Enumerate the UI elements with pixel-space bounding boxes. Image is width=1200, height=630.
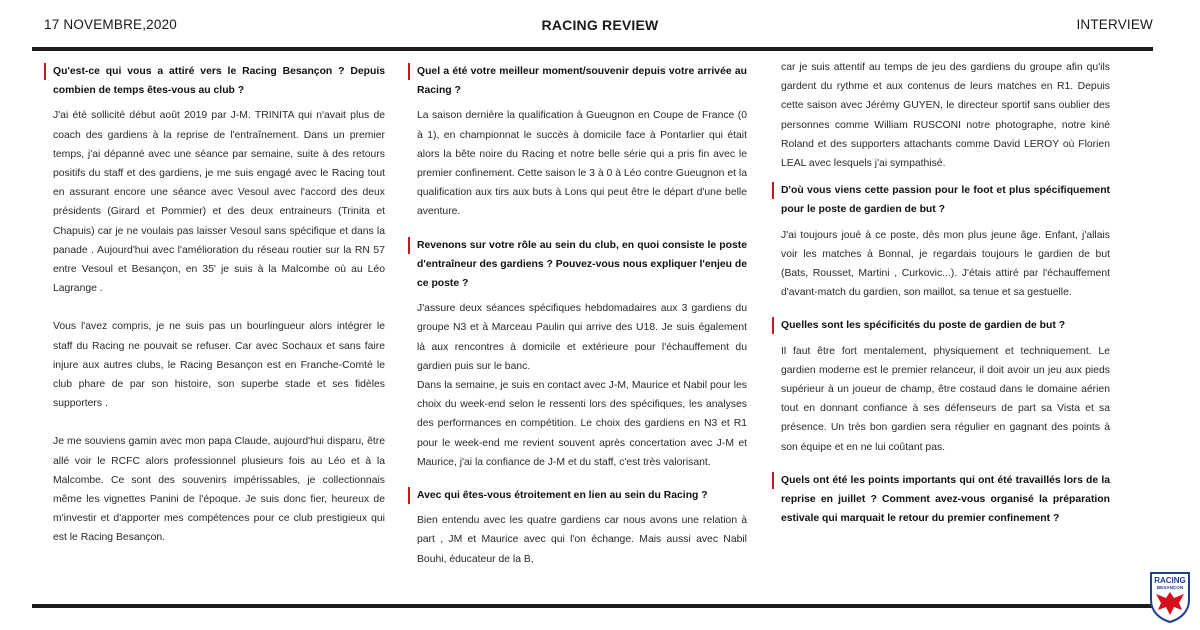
question-heading: Avec qui êtes-vous étroitement en lien au sein du Racing ? (412, 486, 747, 505)
answer-paragraph: Dans la semaine, je suis en contact avec J-M, Maurice et Nabil pour les choix du week-end selon le ressenti lors des spécifiques, les analyses des performances en compétition. Le choix des gardiens en N3 et R1 pour le week-end me revient souvent après concertation avec J-M et Maurice, j'ai la confiance de J-M et du staff, c'est très valorisant. (417, 380, 747, 468)
column-2 (412, 58, 747, 569)
answer-paragraph: Je me souviens gamin avec mon papa Claude, aujourd'hui disparu, être allé voir le RCFC alors professionnel plusieurs fois au Léo et à la Malcombe. Ce sont des souvenirs impérissables, je collectionnais même les vignettes Panini de l'époque. Je suis donc fier, heureux de m'investir et d'apporter mes compétences pour ce club prestigieux qui est le Racing Besançon. (53, 436, 385, 544)
column-1 (48, 58, 385, 548)
logo-line-1: RACING (1154, 576, 1186, 585)
answer-paragraph: car je suis attentif au temps de jeu des gardiens du groupe afin qu'ils gardent du rythme et aux contenus de leurs matches en R1. Depuis cette saison avec Jérémy GUYEN, le directeur sportif sans oublier des personnes comme William RUSCONI notre photographe, notre kiné Roland et des supporters attachants comme David LEROY où Florien LEAL avec lesquels j'ai sympathisé. (781, 62, 1110, 170)
answer-paragraph: Il faut être fort mentalement, physiquement et techniquement. Le gardien moderne est le premier relanceur, il doit avoir un jeu aux pieds supérieur à un joueur de champ, être costaud dans le domaine aérien tout en donnant confiance à ses défenseurs de part sa Vista et sa présence. Un très bon gardien sera régulier en gagnant des points à son équipe et en ne lui coûtant pas. (781, 345, 1110, 453)
answer-paragraph: Vous l'avez compris, je ne suis pas un bourlingueur alors intégrer le staff du Racing ne pouvait se refuser. Car avec Sochaux et sans faire injure aux autres clubs, le Racing Besançon est en Franche-Comté le club phare de par son histoire, son superbe stade et ses fidèles supporters . (53, 321, 385, 410)
section-label: INTERVIEW (1076, 17, 1153, 32)
answer-paragraph: J'ai toujours joué à ce poste, dès mon plus jeune âge. Enfant, j'allais voir les matches à Bonnal, je regardais toujours le gardien de but (Bats, Rousset, Martini , Curkovic...). J'étais attiré par l'échauffement d'avant-match du gardien, son maillot, sa tenue et sa gestuelle. (781, 229, 1110, 299)
header-rule (32, 47, 1153, 51)
question-heading: Revenons sur votre rôle au sein du club, en quoi consiste le poste d'entraîneur des gardiens ? Pouvez-vous nous expliquer l'enjeu de ce poste ? (412, 236, 747, 294)
question-heading: Qu'est-ce qui vous a attiré vers le Racing Besançon ? Depuis combien de temps êtes-vous au club ? (48, 62, 385, 100)
answer-paragraph: J'assure deux séances spécifiques hebdomadaires aux 3 gardiens du groupe N3 et à Marceau Paulin qui arrive des U18. Je suis également là aux rencontres à domicile et extérieure pour l'échauffement du gardien puis sur le banc. (417, 303, 747, 372)
logo-line-2: BESANÇON (1156, 585, 1184, 590)
question-heading: Quelles sont les spécificités du poste de gardien de but ? (776, 316, 1110, 335)
answer-paragraph: J'ai été sollicité début août 2019 par J-M. TRINITA qui n'avait plus de coach des gardiens à la reprise de l'entraînement. Dans un premier temps, j'ai dépanné avec une séance par semaine, suite à des retours positifs du staff et des gardiens, je me suis engagé avec le Racing tout en assurant encore une séance avec Vesoul avec l'accord des deux présidents (Girard et Pommier) et des deux entraineurs (Trinita et Chapuis) car je ne voulais pas laisser Vesoul sans spécifique et dans la panade . Aujourd'hui avec l'amélioration du réseau routier sur la RN 57 entre Vesoul et Besançon, en 35' je suis à la Malcombe où au Léo Lagrange . (53, 110, 385, 295)
question-heading: Quels ont été les points importants qui ont été travaillés lors de la reprise en juillet ? Comment avez-vous organisé la préparation estivale qui marquait le retour du premier confinement ? (776, 471, 1110, 529)
answer-paragraph: Bien entendu avec les quatre gardiens car nous avons une relation à part , JM et Maurice avec qui l'on échange. Mais aussi avec Nabil Bouhi, éducateur de la B, (417, 515, 747, 565)
magazine-title: RACING REVIEW (541, 17, 659, 33)
column-3 (776, 58, 1110, 534)
answer-paragraph: La saison dernière la qualification à Gueugnon en Coupe de France (0 à 1), en championnat le succès à domicile face à Pontarlier qui était alors la bête noire du Racing et notre belle série qui a pris fin avec le premier confinement. Cette saison le 3 à 0 à Léo contre Gueugnon et la qualification aux tirs aux buts à Lons qui peut être le départ d'une belle aventure. (417, 110, 747, 218)
racing-besancon-crest-icon (1148, 570, 1192, 624)
issue-date: 17 NOVEMBRE,2020 (44, 17, 178, 32)
question-heading: D'où vous viens cette passion pour le foot et plus spécifiquement pour le poste de gardien de but ? (776, 181, 1110, 219)
footer-rule (32, 604, 1153, 608)
question-heading: Quel a été votre meilleur moment/souvenir depuis votre arrivée au Racing ? (412, 62, 747, 100)
